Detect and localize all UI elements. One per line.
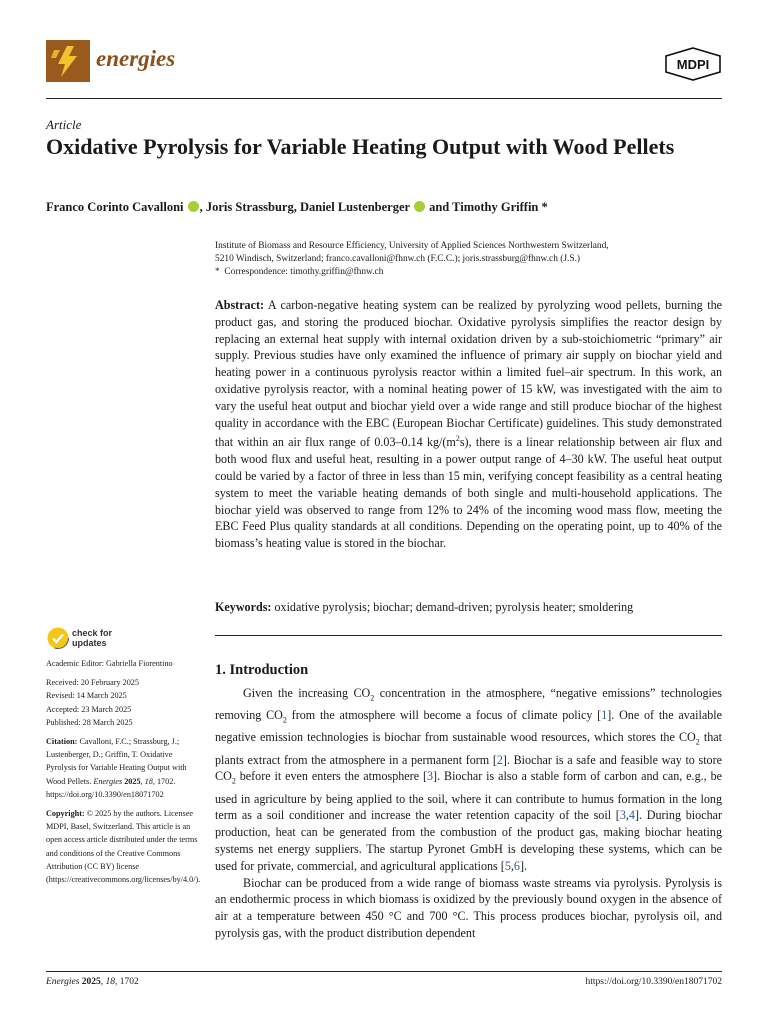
updates-line1: check for	[72, 628, 113, 638]
keywords-divider	[215, 635, 722, 636]
text-run: ,	[625, 808, 629, 823]
abstract-text: A carbon-negative heating system can be realized by pyrolyzing wood pellets, burning the product gas, and storing the produced biochar. Oxidative pyrolysis simplifies the reactor design by replacing an external heat supply with internal oxidation driven by a sub-stoichiometric “primary” air supply. Previous studies have only examined the influence of primary air supply on biochar yield and heating power in a continuous pyrolysis reactor within a limited fuel–air spectrum. In this work, an oxidative pyrolysis reactor, with a nominal heating power of 15 kW, was investigated with the aim to vary the useful heat output and biochar yield over a wide range and still produce biochar of the highest quality in accordance with the EBC (European Biochar Certificate) guidelines. This study demonstrated that within an air flux range of 0.03–0.14 kg/(m	[215, 298, 723, 450]
reference-link[interactable]: 6	[513, 858, 520, 873]
orcid-icon[interactable]	[414, 201, 425, 212]
updates-line2: updates	[72, 638, 107, 648]
paragraph	[215, 685, 722, 875]
mdpi-logo-icon	[664, 47, 722, 81]
footer-divider	[46, 971, 722, 972]
author-list: Franco Corinto Cavalloni , Joris Strassburg, Daniel Lustenberger and Timothy Griffin *	[46, 200, 548, 214]
citation: Citation: Cavalloni, F.C.; Strassburg, J.; Lustenberger, D.; Griffin, T. Oxidative Pyrolysis for Variable Heating Output with Wood Pellets. Energies 2025, 18, 1702. https://doi.org/10.3390/en18071702	[46, 737, 187, 799]
text-run: from the atmosphere will become a focus of climate policy [	[286, 708, 602, 723]
subscript: 2	[370, 693, 375, 703]
paragraph: Biochar can be produced from a wide range of biomass waste streams via pyrolysis. Pyrolysis is an endothermic process in which biomass is oxidized by the previously bound oxygen in the absence of air at a temperature between 450 °C and 700 °C. This process produces biochar, pyrolysis oil, and pyrolysis gas, with the product distribution dependent	[215, 875, 722, 940]
text-run: concentration in the atmosphere, “negative emissions” technologies removing CO	[215, 686, 722, 723]
sidebar	[46, 657, 201, 886]
footer-doi-link[interactable]: https://doi.org/10.3390/en18071702	[585, 977, 722, 987]
reference-link[interactable]: 3	[619, 808, 626, 823]
citation-year: 2025	[124, 776, 141, 786]
text-run: ]. Biochar is a safe and feasible way to store CO	[215, 752, 722, 784]
copyright	[46, 807, 201, 886]
subscript: 2	[231, 776, 236, 786]
publisher-name: MDPI	[676, 57, 710, 72]
check-updates-icon	[46, 626, 70, 650]
reference-link[interactable]: 3	[427, 769, 434, 784]
correspondence	[215, 266, 722, 279]
footer-citation: Energies 2025, 18, 1702	[46, 977, 139, 987]
copyright-text: © 2025 by the authors. Licensee MDPI, Basel, Switzerland. This article is an open access article distributed under the terms and conditions of the Creative Commons Attribution (CC BY) license (https://creativecommons.org/licenses/by/4.0/).	[46, 809, 201, 885]
subscript: 2	[695, 737, 700, 747]
text-run: that plants extract from the atmosphere in a permanent form [	[215, 730, 722, 767]
text-run: ].	[519, 858, 527, 873]
journal-name: energies	[96, 46, 176, 71]
text-run: ]. During biochar production, heat can be generated from the combustion of the product gas, making biochar heating systems net energy suppliers. The startup Pyronet GmbH is developing these systems, which can be used for private, commercial, and agricultural applications [	[215, 808, 723, 873]
keywords-label: Keywords:	[215, 600, 272, 614]
text-run: before it even enters the atmosphere [	[235, 769, 427, 784]
corresponding-author-mark: *	[541, 200, 548, 214]
abstract	[215, 297, 722, 552]
author-name: Joris Strassburg	[205, 200, 294, 214]
published-date: Published: 28 March 2025	[46, 717, 133, 727]
text-run: ]. One of the available negative emission technologies is biochar from sustainable wood resources, which stores the CO	[215, 708, 722, 745]
body-text	[215, 685, 722, 942]
received-date: Received: 20 February 2025	[46, 678, 139, 688]
author-name: Daniel Lustenberger	[299, 200, 410, 214]
citation-text: Cavalloni, F.C.; Strassburg, J.; Lustenberger, D.; Griffin, T. Oxidative Pyrolysis for Variable Heating Output with Wood Pellets.	[46, 737, 187, 786]
abstract-label: Abstract:	[215, 298, 265, 312]
footer-year: 2025	[81, 977, 101, 987]
check-for-updates-badge[interactable]	[46, 626, 113, 655]
affiliation	[215, 240, 722, 279]
revised-date: Revised: 14 March 2025	[46, 691, 127, 701]
superscript: 2	[455, 434, 460, 444]
citation-journal: Energies	[93, 776, 123, 786]
correspondence-mark: *	[215, 267, 220, 277]
text-run: Given the increasing CO	[243, 686, 371, 700]
author-name: Timothy Griffin	[452, 200, 539, 214]
section-heading: 1. Introduction	[215, 662, 309, 678]
authors-conjunction: and	[429, 200, 450, 214]
keywords	[215, 600, 722, 615]
journal-logo-icon	[46, 40, 90, 82]
text-run: ]. Biochar is also a stable form of carbon and can, e.g., be used in agriculture by being applied to the soil, where it can contribute to humus formation in the long term as a soil conditioner and increase the water retention capacity of the soil [	[215, 769, 722, 823]
subscript: 2	[282, 715, 287, 725]
orcid-icon[interactable]	[188, 201, 199, 212]
affiliation-line: Institute of Biomass and Resource Efficiency, University of Applied Sciences Northwestern Switzerland,	[215, 241, 609, 251]
footer-volume: 18	[105, 977, 116, 987]
reference-link[interactable]: 4	[628, 808, 635, 823]
author-name: Franco Corinto Cavalloni	[46, 200, 184, 214]
copyright-label: Copyright:	[46, 809, 85, 819]
footer-article-number: , 1702	[115, 977, 139, 987]
article-type: Article	[46, 117, 82, 132]
reference-link[interactable]: 2	[496, 752, 503, 767]
academic-editor: Academic Editor: Gabriella Fiorentino	[46, 659, 173, 668]
footer-journal: Energies	[46, 977, 80, 987]
header-divider	[46, 98, 722, 99]
citation-volume: 18	[144, 776, 153, 786]
accepted-date: Accepted: 23 March 2025	[46, 704, 132, 714]
correspondence-email: Correspondence: timothy.griffin@fhnw.ch	[224, 267, 384, 277]
affiliation-line: 5210 Windisch, Switzerland; franco.cavalloni@fhnw.ch (F.C.C.); joris.strassburg@fhnw.ch (J.S.)	[215, 254, 581, 264]
abstract-text: s), there is a linear relationship between air flux and both wood flux and useful heat, resulting in a power output range of 4–30 kW. The useful heat output could be varied by a factor of three in less than 15 min, verifying concept feasibility as a central heating system to meet the variable heating demands of both single and multi-household applications. The biochar yield was observed to range from 12% to 24% of the incoming wood mass flow, meeting the EBC Feed Plus quality standards at all conditions. Depending on the operating point, up to 40% of the biomass’s heating value is stored in the biochar.	[215, 435, 723, 551]
text-run: ,	[510, 858, 514, 873]
reference-link[interactable]: 5	[504, 858, 511, 873]
article-title: Oxidative Pyrolysis for Variable Heating Output with Wood Pellets	[46, 134, 675, 159]
reference-link[interactable]: 1	[601, 708, 608, 723]
citation-rest: , 1702. https://doi.org/10.3390/en18071702	[46, 776, 176, 799]
keywords-text: oxidative pyrolysis; biochar; demand-driven; pyrolysis heater; smoldering	[274, 600, 634, 614]
citation-label: Citation:	[46, 737, 78, 747]
